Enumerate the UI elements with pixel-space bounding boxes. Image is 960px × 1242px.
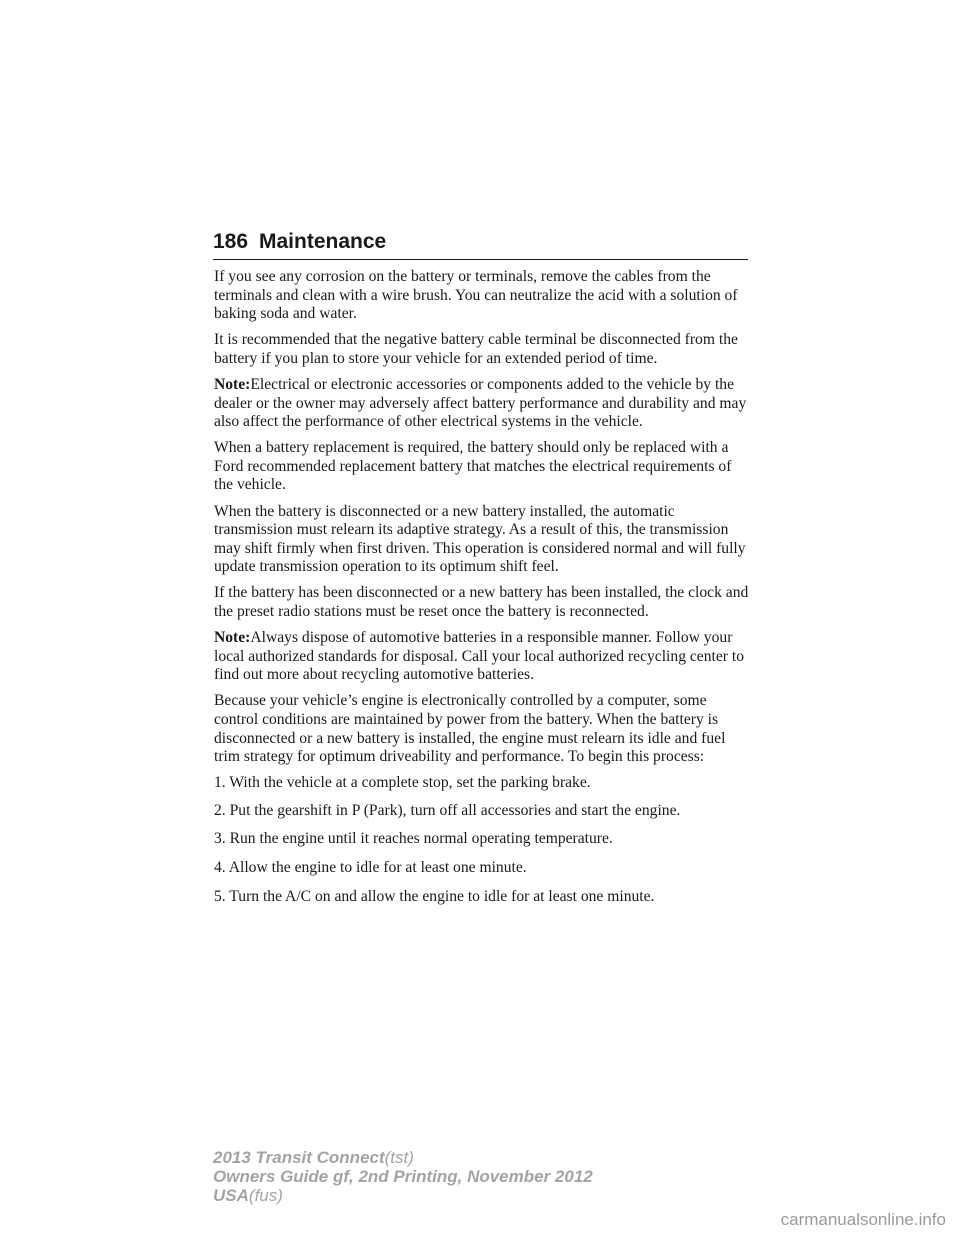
step-4: 4. Allow the engine to idle for at least one minute. (214, 859, 527, 877)
page-body (214, 268, 750, 916)
site-watermark: carmanualsonline.info (780, 1210, 946, 1229)
print-footer (213, 1148, 593, 1205)
note-text: Electrical or electronic accessories or components added to the vehicle by the dealer or the owner may adversely affect battery performance and durability and may also affect the performance of other electrical systems in the vehicle. (214, 375, 747, 431)
paragraph-disconnect-storage: It is recommended that the negative battery cable terminal be disconnected from the battery if you plan to store your vehicle for an extended period of time. (214, 331, 738, 367)
page-number: 186 (213, 230, 249, 253)
section-title: Maintenance (259, 230, 387, 253)
paragraph-replacement: When a battery replacement is required, the battery should only be replaced with a Ford recommended replacement battery that matches the electrical requirements of the vehicle. (214, 439, 732, 494)
footer-model-code: (tst) (384, 1148, 414, 1167)
footer-model-line (213, 1148, 593, 1167)
step-1: 1. With the vehicle at a complete stop, set the parking brake. (214, 774, 591, 792)
step-5: 5. Turn the A/C on and allow the engine to idle for at least one minute. (214, 887, 655, 905)
paragraph-transmission-relearn: When the battery is disconnected or a new battery installed, the automatic transmission must relearn its adaptive strategy. As a result of this, the transmission may shift firmly when first driven. This operation is considered normal and will fully update transmission operation to its optimum shift feel. (214, 502, 746, 576)
paragraph-corrosion: If you see any corrosion on the battery or terminals, remove the cables from the terminals and clean with a wire brush. You can neutralize the acid with a solution of baking soda and water. (214, 268, 738, 323)
step-3: 3. Run the engine until it reaches normal operating temperature. (214, 830, 613, 848)
header-divider (213, 259, 748, 260)
footer-market-line (213, 1186, 593, 1205)
note-label: Note: (214, 375, 251, 393)
note-text: Always dispose of automotive batteries in a responsible manner. Follow your local authorized standards for disposal. Call your local authorized recycling center to find out more about recycling automotive batteries. (214, 629, 744, 684)
note-accessories (214, 376, 750, 432)
paragraph-engine-relearn: Because your vehicle’s engine is electronically controlled by a computer, some control conditions are maintained by power from the battery. When the battery is disconnected or a new battery is installed, the engine must relearn its idle and fuel trim strategy for optimum driveability and performance. To begin this process: (214, 692, 726, 766)
footer-market-code: (fus) (248, 1186, 283, 1205)
footer-market: USA (213, 1186, 249, 1205)
step-2: 2. Put the gearshift in P (Park), turn off all accessories and start the engine. (214, 801, 681, 819)
page-header (213, 228, 748, 260)
note-label: Note: (214, 629, 251, 647)
paragraph-clock-radio-reset: If the battery has been disconnected or a new battery has been installed, the clock and the preset radio stations must be reset once the battery is reconnected. (214, 584, 749, 620)
note-disposal (214, 629, 750, 685)
footer-model: 2013 Transit Connect (213, 1148, 385, 1167)
footer-printing-line: Owners Guide gf, 2nd Printing, November 2012 (213, 1167, 593, 1186)
